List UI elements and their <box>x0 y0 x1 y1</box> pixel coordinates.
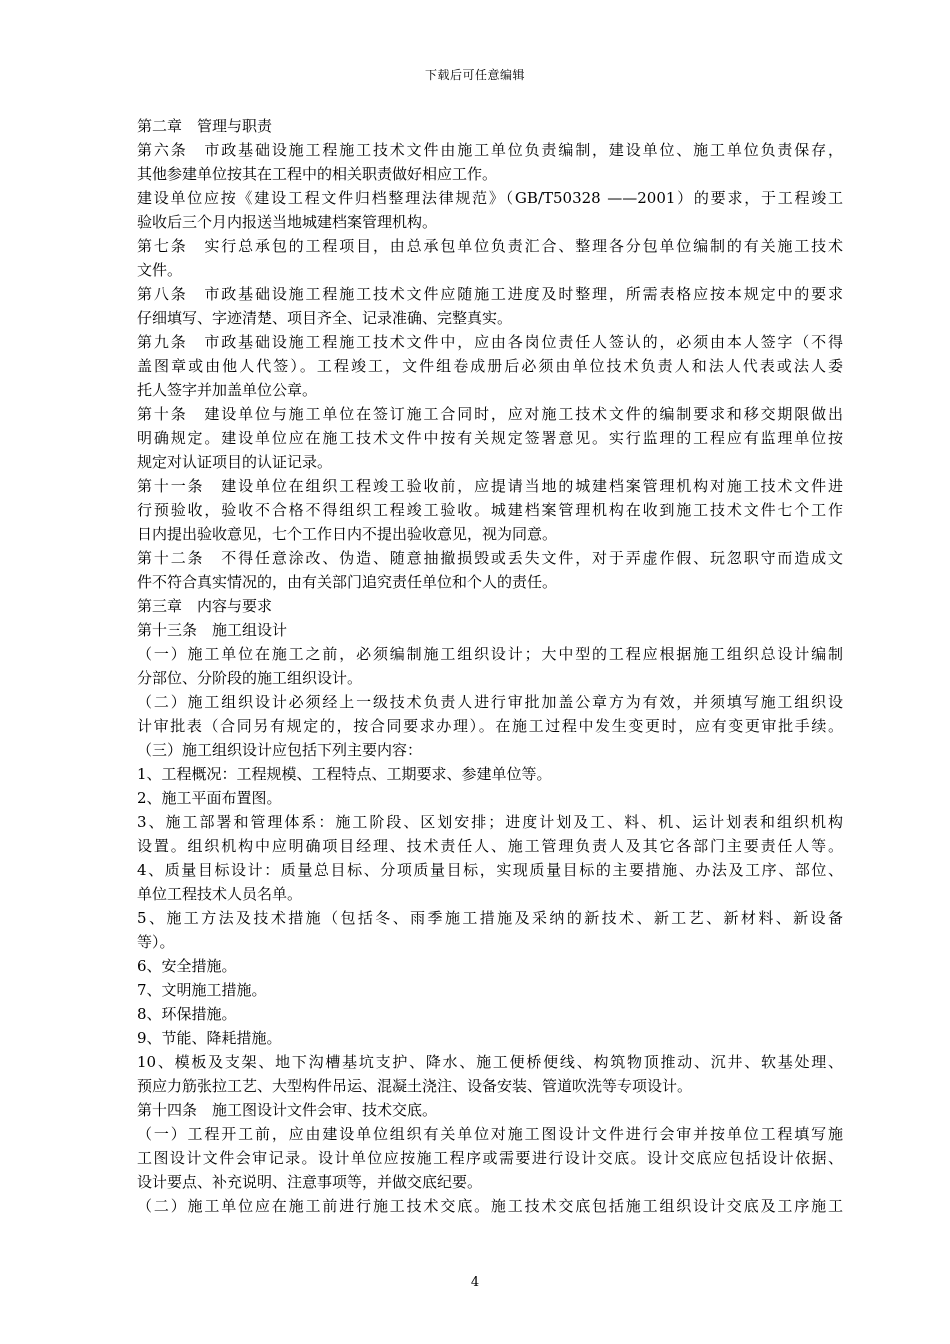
text-line: 验收后三个月内报送当地城建档案管理机构。 <box>137 213 438 231</box>
text-line: 第十条 建设单位与施工单位在签订施工合同时，应对施工技术文件的编制要求和移交期限做出 <box>137 405 843 423</box>
text-line: 规定对认证项目的认证记录。 <box>137 453 333 471</box>
text-line: 2、施工平面布置图。 <box>137 789 282 807</box>
text-line: 3、施工部署和管理体系：施工阶段、区划安排；进度计划及工、料、机、运计划表和组织机构 <box>137 813 843 831</box>
text-line: 第三章 内容与要求 <box>137 597 273 615</box>
text-line: 6、安全措施。 <box>137 957 237 975</box>
text-line: 第十三条 施工组设计 <box>137 621 288 639</box>
text-line: 第六条 市政基础设施工程施工技术文件由施工单位负责编制，建设单位、施工单位负责保存， <box>137 141 843 159</box>
page-header: 下载后可任意编辑 <box>424 68 525 82</box>
text-line: 7、文明施工措施。 <box>137 981 267 999</box>
text-line: 等）。 <box>137 933 175 951</box>
text-line: 建设单位应按《建设工程文件归档整理法律规范》（GB/T50328 ——2001）的要求，于工程竣工 <box>137 189 843 207</box>
text-line: 件不符合真实情况的，由有关部门追究责任单位和个人的责任。 <box>137 573 558 591</box>
text-line: 第十四条 施工图设计文件会审、技术交底。 <box>137 1101 438 1119</box>
text-line: 日内提出验收意见，七个工作日内不提出验收意见，视为同意。 <box>137 525 558 543</box>
text-line: （二）施工单位应在施工前进行施工技术交底。施工技术交底包括施工组织设计交底及工序施工 <box>137 1197 843 1215</box>
text-line: 其他参建单位按其在工程中的相关职责做好相应工作。 <box>137 165 498 183</box>
text-line: 5、施工方法及技术措施（包括冬、雨季施工措施及采纳的新技术、新工艺、新材料、新设备 <box>137 909 843 927</box>
text-line: 行预验收，验收不合格不得组织工程竣工验收。城建档案管理机构在收到施工技术文件七个工作 <box>137 501 843 519</box>
text-line: 第十一条 建设单位在组织工程竣工验收前，应提请当地的城建档案管理机构对施工技术文件进 <box>137 477 843 495</box>
text-line: 第八条 市政基础设施工程施工技术文件应随施工进度及时整理，所需表格应按本规定中的要求 <box>137 285 843 303</box>
text-line: 明确规定。建设单位应在施工技术文件中按有关规定签署意见。实行监理的工程应有监理单位按 <box>137 429 843 447</box>
text-line: （三）施工组织设计应包括下列主要内容： <box>137 741 423 759</box>
text-line: 计审批表（合同另有规定的，按合同要求办理）。在施工过程中发生变更时，应有变更审批手续。 <box>137 717 843 735</box>
text-line: 预应力筋张拉工艺、大型构件吊运、混凝土浇注、设备安装、管道吹洗等专项设计。 <box>137 1077 693 1095</box>
text-line: 设置。组织机构中应明确项目经理、技术责任人、施工管理负责人及其它各部门主要责任人等。 <box>137 837 843 855</box>
text-line: 工图设计文件会审记录。设计单位应按施工程序或需要进行设计交底。设计交底应包括设计依据、 <box>137 1149 843 1167</box>
text-line: 单位工程技术人员名单。 <box>137 885 303 903</box>
text-line: 4、质量目标设计：质量总目标、分项质量目标，实现质量目标的主要措施、办法及工序、部位、 <box>137 861 843 879</box>
text-line: 第九条 市政基础设施工程施工技术文件中，应由各岗位责任人签认的，必须由本人签字（不得 <box>137 333 843 351</box>
text-line: 仔细填写、字迹清楚、项目齐全、记录准确、完整真实。 <box>137 309 513 327</box>
document-body <box>137 114 843 1218</box>
text-line: 第二章 管理与职责 <box>137 117 273 135</box>
text-line: 8、环保措施。 <box>137 1005 237 1023</box>
text-line: 第十二条 不得任意涂改、伪造、随意抽撤损毁或丢失文件，对于弄虚作假、玩忽职守而造成文 <box>137 549 843 567</box>
text-line: 盖图章或由他人代签）。工程竣工，文件组卷成册后必须由单位技术负责人和法人代表或法人委 <box>137 357 843 375</box>
text-line: 10、模板及支架、地下沟槽基坑支护、降水、施工便桥便线、构筑物顶推动、沉井、软基处理、 <box>137 1053 843 1071</box>
text-line: （二）施工组织设计必须经上一级技术负责人进行审批加盖公章方为有效，并须填写施工组织设 <box>137 693 843 711</box>
text-line: 设计要点、补充说明、注意事项等，并做交底纪要。 <box>137 1173 483 1191</box>
text-line: 1、工程概况：工程规模、工程特点、工期要求、参建单位等。 <box>137 765 552 783</box>
text-line: （一）施工单位在施工之前，必须编制施工组织设计；大中型的工程应根据施工组织总设计编制 <box>137 645 843 663</box>
text-line: 9、节能、降耗措施。 <box>137 1029 282 1047</box>
text-line: 文件。 <box>137 261 183 279</box>
text-line: （一）工程开工前，应由建设单位组织有关单位对施工图设计文件进行会审并按单位工程填写施 <box>137 1125 843 1143</box>
text-line: 第七条 实行总承包的工程项目，由总承包单位负责汇合、整理各分包单位编制的有关施工技术 <box>137 237 843 255</box>
text-line: 托人签字并加盖单位公章。 <box>137 381 318 399</box>
text-line: 分部位、分阶段的施工组织设计。 <box>137 669 363 687</box>
page-number: 4 <box>470 1275 480 1290</box>
